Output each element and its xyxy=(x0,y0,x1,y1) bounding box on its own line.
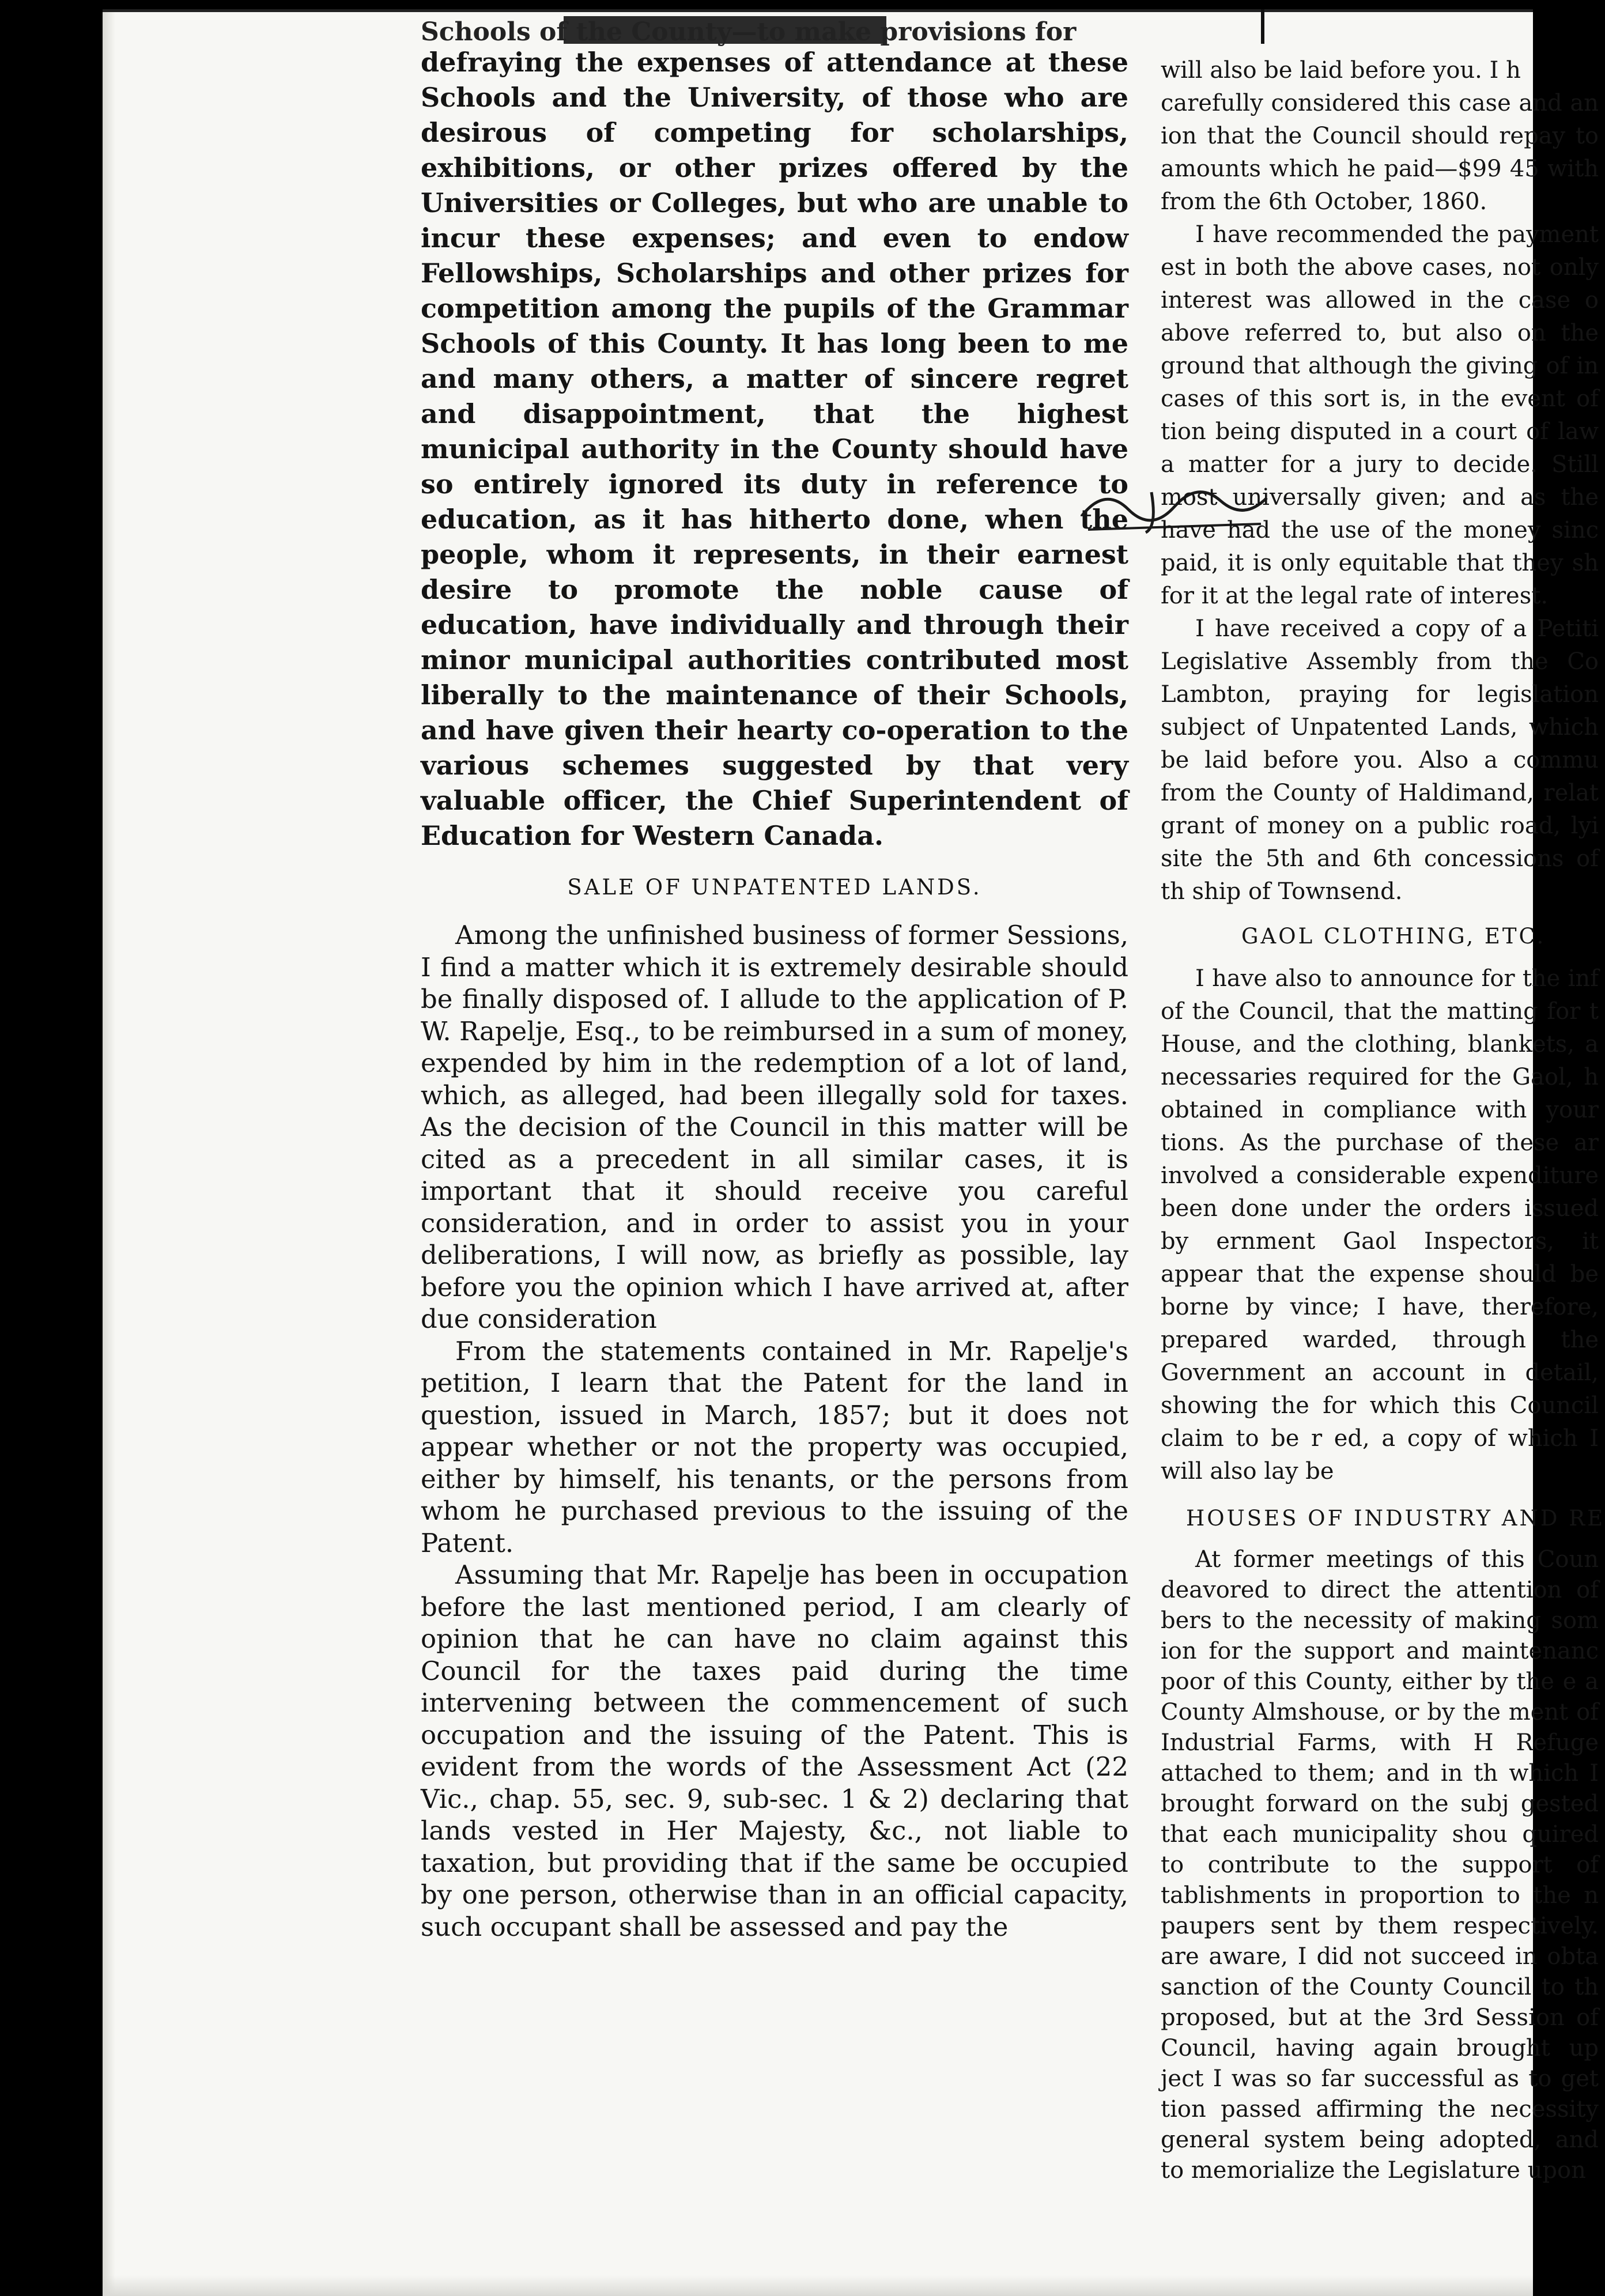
unfinished-business-paragraph: Among the unfinished business of former Sessions, I find a matter which it is extremely desirable should be finally disposed of. I allude to the application of P. W. Rapelje, Esq., to be reimbursed in a sum of money, expended by him in the redemption of a lot of land, which, as alleged, had been illegally sold for taxes. As the decision of the Council in this matter will be cited as a precedent in all similar cases, it is important that it should receive you careful consideration, and in order to assist you in your deliberations, I will now, as briefly as possible, lay before you the opinion which I have arrived at, after due consideration xyxy=(421,920,1128,1334)
interest-payment-paragraph: I have recommended the payment est in both the above cases, not only interest was allowed in the case o above referred to, but also on the ground that although the giving of in cases of this sort is, in the event of tion being disputed in a court of law a matter for a jury to decide. Still most universally given; and as the have had the use of the money sinc paid, it is only equitable that they sh for it at the legal rate of interest. xyxy=(1161,221,1599,609)
newspaper-page xyxy=(103,9,1605,2296)
column-rule-mark xyxy=(1261,9,1264,44)
education-paragraph: defraying the expenses of attendance at these Schools and the University, of those who are desirous of competing for scholarships, exhibitions, or other prizes offered by the Universities or Colleges, but who are unable to incur these expenses; and even to endow Fellowships, Scholarships and other prizes for competition among the pupils of the Grammar Schools of this County. It has long been to me and many others, a matter of sincere regret and disappointment, that the highest municipal authority in the County should have so entirely ignored its duty in reference to education, as it has hitherto done, when the people, whom it represents, in their earnest desire to promote the noble cause of education, have individually and through their minor municipal authorities contributed most liberally to the maintenance of their Schools, and have given their hearty co-operation to the various schemes suggested by that very valuable officer, the Chief Superintendent of Education for Western Canada. xyxy=(421,47,1128,851)
former-meetings-paragraph: At former meetings of this Coun deavored to direct the attention of bers to the necessity of making som ion for the support and maintenanc poor of this County, either by the e a County Almshouse, or by the ment of Industrial Farms, with H Refuge attached to them; and in th which I brought forward on the subj gested that each municipality shou quired to contribute to the support of tablishments in proportion to the n paupers sent by them respectively. are aware, I did not succeed in obta sanction of the County Council to th proposed, but at the 3rd Session of Council, having again brought up ject I was so far successful as to get tion passed affirming the necessity general system being adopted, and to memorialize the Legislature upon xyxy=(1161,1546,1599,2184)
gaol-matting-paragraph: I have also to announce for the inf of the Council, that the matting for t House, and the clothing, blankets, a necessaries required for the Gaol, h obtained in compliance with your tions. As the purchase of these ar involved a considerable expenditure been done under the orders issued by ernment Gaol Inspectors, it appear that the expense should be borne by vince; I have, therefore, prepared warded, through the Government an account in detail, showing the for which this Council claim to be r ed, a copy of which I will also lay be xyxy=(1161,965,1599,1485)
scan-border-top xyxy=(0,0,1533,9)
petition-copy-paragraph: I have received a copy of a Petiti Legislative Assembly from the Co Lambton, praying for legislation subject of Unpatented Lands, which be laid before you. Also a commu from the County of Haldimand, relat grant of money on a public road, lyi site the 5th and 6th concessions of th ship of Townsend. xyxy=(1161,615,1599,905)
heading-sale-of-unpatented-lands: SALE OF UNPATENTED LANDS. xyxy=(567,875,982,900)
page-bottom-edge xyxy=(103,2275,1533,2296)
assuming-occupation-paragraph: Assuming that Mr. Rapelje has been in occupation before the last mentioned period, I am clearly of opinion that he can have no claim against this Council for the taxes paid during the time intervening between the commencement of such occupation and the issuing of the Patent. This is evident from the words of the Assessment Act (22 Vic., chap. 55, sec. 9, sub-sec. 1 & 2) declaring that lands vested in Her Majesty, &c., not liable to taxation, but providing that if the same be occupied by one person, otherwise than in an official capacity, such occupant shall be assessed and pay the xyxy=(421,1559,1128,1942)
laid-before-line: will also be laid before you. I h xyxy=(1161,57,1521,84)
right-column xyxy=(1161,54,1605,2186)
scan-border-left xyxy=(0,0,103,2296)
council-repay-paragraph: carefully considered this case and an ion that the Council should repay to amounts which he paid—$99 45 with from the 6th October, 1860. xyxy=(1161,90,1599,215)
cut-off-top-line: Schools of the County—to make provisions for xyxy=(421,17,1077,47)
page-top-edge xyxy=(103,9,1533,12)
heading-houses-of-industry: HOUSES OF INDUSTRY AND RE xyxy=(1186,1506,1605,1531)
petition-statements-paragraph: From the statements contained in Mr. Rapelje's petition, I learn that the Patent for the land in question, issued in March, 1857; but it does not appear whether or not the property was occupied, either by himself, his tenants, or the persons from whom he purchased previous to the issuing of the Patent. xyxy=(421,1335,1128,1558)
heading-gaol-clothing: GAOL CLOTHING, ETC. xyxy=(1241,924,1546,949)
left-column xyxy=(421,17,1128,1943)
